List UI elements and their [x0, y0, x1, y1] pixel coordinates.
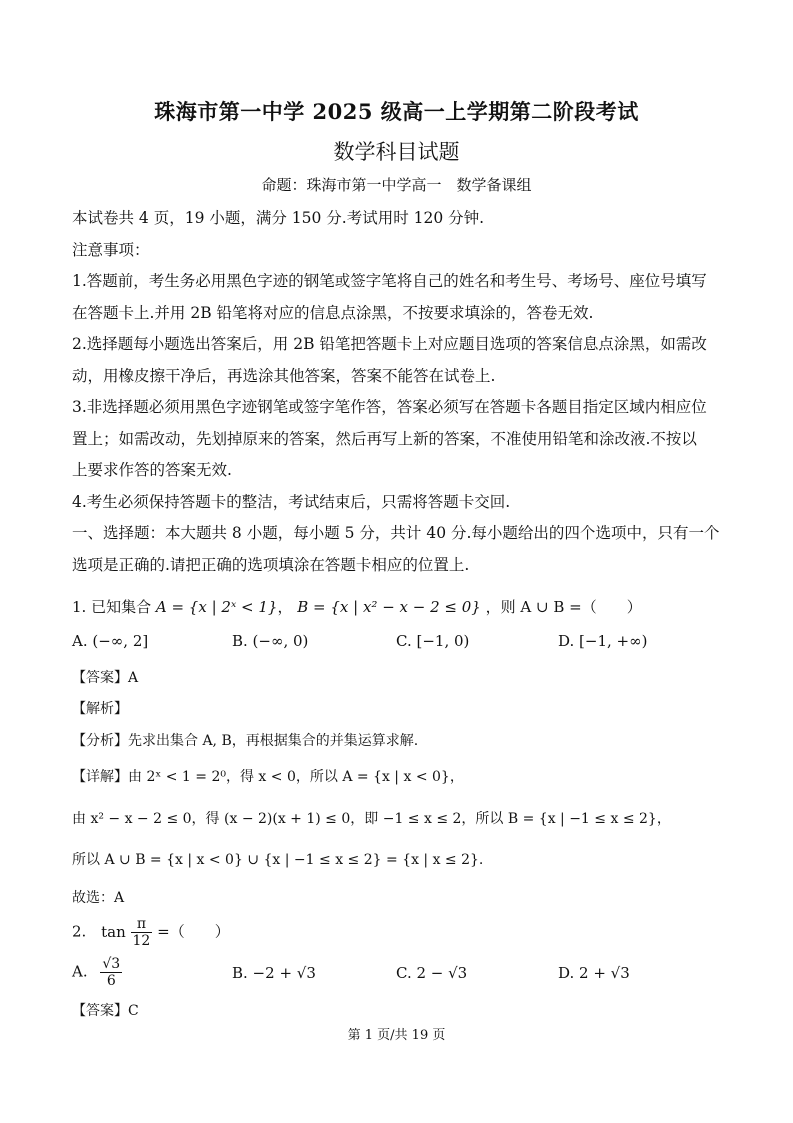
page-footer: 第 1 页/共 19 页 — [347, 1028, 446, 1043]
option-a-label: A. — [72, 962, 88, 981]
question-1-option-d[interactable]: D. [−1, +∞) — [558, 632, 648, 650]
exam-summary: 本试卷共 4 页，19 小题，满分 150 分.考试用时 120 分钟. — [72, 209, 485, 227]
question-1-choice: 故选：A — [72, 890, 125, 906]
question-1-detail-3: 所以 A ∪ B = {x | x < 0} ∪ {x | −1 ≤ x ≤ 2} = {x | x ≤ 2}. — [72, 852, 484, 868]
notice-item-3-line-1: 3.非选择题必须用黑色字迹钢笔或签字笔作答，答案必须写在答题卡各题目指定区域内相应位 — [72, 398, 707, 416]
notice-item-1-line-2: 在答题卡上.并用 2B 铅笔将对应的信息点涂黑，不按要求填涂的，答卷无效. — [72, 303, 594, 322]
question-1-detail-1: 【详解】由 2ˣ < 1 = 2⁰，得 x < 0，所以 A = {x | x < 0}， — [72, 769, 464, 785]
option-a-numerator: √3 — [102, 956, 121, 972]
question-1-analysis-label: 【解析】 — [72, 701, 128, 717]
notice-item-4: 4.考生必须保持答题卡的整洁，考试结束后，只需将答题卡交回. — [72, 492, 511, 511]
exam-subtitle: 数学科目试题 — [333, 140, 460, 164]
set-a: A = {x | 2ˣ < 1} — [155, 598, 278, 616]
notice-item-2-line-2: 动，用橡皮擦干净后，再选涂其他答案，答案不能答在试卷上. — [72, 366, 496, 385]
question-1-option-a[interactable]: A. (−∞, 2] — [72, 632, 149, 650]
exam-title: 珠海市第一中学 2025 级高一上学期第二阶段考试 — [154, 99, 639, 124]
question-1-prefix: 1. 已知集合 — [72, 598, 152, 616]
option-a-denominator: 6 — [106, 973, 116, 989]
question-1-stem: 1. 已知集合 A = {x | 2ˣ < 1}， B = {x | x² − x − 2 ≤ 0} ，则 A ∪ B =（ ） — [72, 598, 642, 616]
tan-function: tan — [101, 922, 126, 941]
notice-item-3-line-3: 上要求作答的答案无效. — [72, 461, 232, 479]
question-2-option-c[interactable]: C. 2 − √3 — [396, 964, 468, 982]
pi-over-12-fraction — [131, 916, 153, 949]
option-a-fraction — [100, 956, 122, 989]
question-1-answer: 【答案】A — [72, 670, 139, 686]
fraction-numerator: π — [131, 916, 153, 933]
section-1-heading-line-2: 选项是正确的.请把正确的选项填涂在答题卡相应的位置上. — [72, 555, 470, 574]
question-2-answer: 【答案】C — [72, 1003, 139, 1019]
question-2-option-b[interactable]: B. −2 + √3 — [232, 964, 316, 982]
instructions — [72, 203, 722, 581]
question-2-option-a[interactable] — [72, 956, 122, 989]
question-1-suffix: ，则 A ∪ B =（ ） — [485, 598, 642, 616]
fraction-denominator: 12 — [132, 933, 151, 949]
exam-author: 命题：珠海市第一中学高一 数学备课组 — [261, 176, 532, 194]
notice-item-1-line-1: 1.答题前，考生务必用黑色字迹的钢笔或签字笔将自己的姓名和考生号、考场号、座位号填写 — [72, 272, 707, 290]
notice-item-3-line-2: 置上；如需改动，先划掉原来的答案，然后再写上新的答案，不准使用铅笔和涂改液.不按以 — [72, 429, 697, 448]
question-2-option-d[interactable]: D. 2 + √3 — [558, 964, 630, 982]
question-2-stem — [72, 916, 230, 949]
question-1-option-b[interactable]: B. (−∞, 0) — [232, 632, 309, 650]
question-1-method: 【分析】先求出集合 A, B，再根据集合的并集运算求解. — [72, 733, 419, 749]
question-1-detail-2: 由 x² − x − 2 ≤ 0，得 (x − 2)(x + 1) ≤ 0，即 −1 ≤ x ≤ 2，所以 B = {x | −1 ≤ x ≤ 2}， — [72, 811, 671, 827]
question-2-number: 2. — [72, 922, 87, 941]
set-b: B = {x | x² − x − 2 ≤ 0} — [297, 598, 481, 616]
question-1-option-c[interactable]: C. [−1, 0) — [396, 632, 470, 650]
notice-title: 注意事项： — [72, 240, 150, 259]
question-2-tail: =（ ） — [157, 922, 230, 941]
section-1-heading-line-1: 一、选择题：本大题共 8 小题，每小题 5 分，共计 40 分.每小题给出的四个选项中，只有一个 — [72, 524, 720, 542]
notice-item-2-line-1: 2.选择题每小题选出答案后，用 2B 铅笔把答题卡上对应题目选项的答案信息点涂黑，如需改 — [72, 335, 707, 353]
